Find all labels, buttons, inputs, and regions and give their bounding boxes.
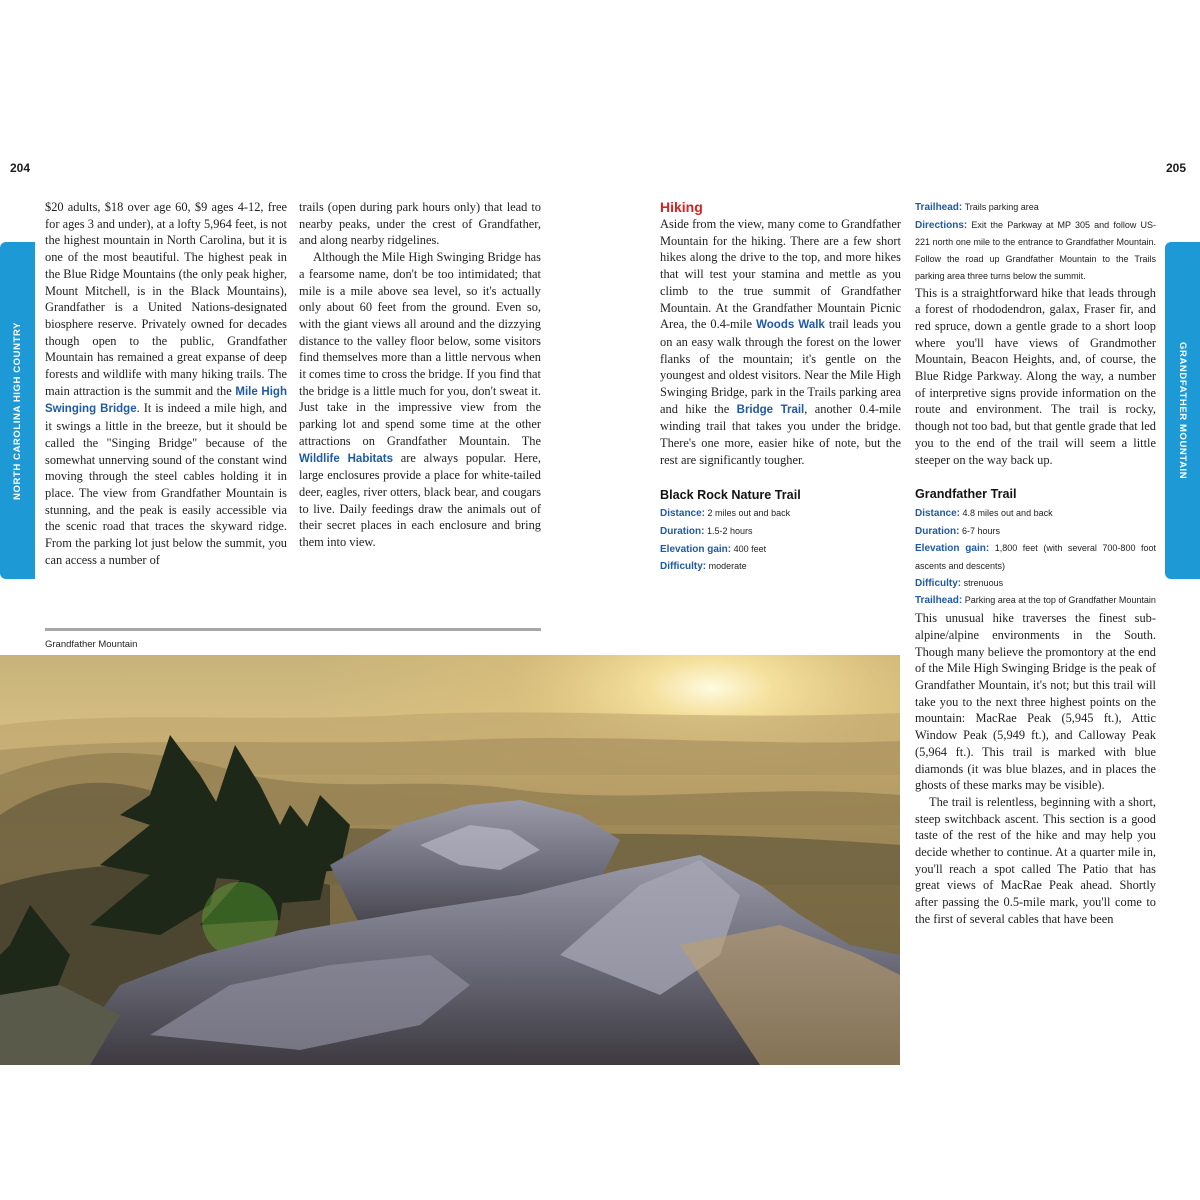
photo-caption: Grandfather Mountain	[45, 639, 138, 650]
info-value: 1,800 feet (with several 700-800 foot ascents and descents)	[915, 543, 1157, 572]
info-value: 4.8 miles out and back	[962, 507, 1053, 518]
info-value: strenuous	[963, 577, 1004, 588]
info-row	[660, 523, 901, 541]
info-key: Difficulty:	[915, 577, 962, 589]
highlight-mile-high-swinging-bridge: Mile High Swinging Bridge	[45, 385, 287, 416]
info-row	[915, 217, 1156, 285]
trail-info-black-rock	[660, 505, 901, 576]
info-key: Difficulty:	[660, 561, 707, 573]
info-row	[660, 505, 901, 523]
info-row	[915, 523, 1156, 541]
section-tab-right-label: GRANDFATHER MOUNTAIN	[1177, 341, 1188, 480]
info-key: Distance:	[915, 507, 961, 519]
text-run: are always popular. Here, large enclosures provide a place for white-tailed deer, eagles, river otters, black bear, and cougars to live. Daily feedings draw the animals out of their secret places in each enclosure and bring them into view.	[299, 450, 541, 550]
text-column-2	[299, 199, 541, 551]
text-column-1	[45, 199, 287, 568]
paragraph	[45, 199, 287, 568]
info-value: 6-7 hours	[961, 525, 1000, 536]
text-column-3	[660, 199, 901, 576]
highlight-bridge-trail: Bridge Trail	[736, 403, 805, 416]
paragraph: This is a straightforward hike that leads through a forest of rhododendron, galax, Fraser fir, and red spruce, down a gentle grade to a short loop where you'll have views of Grandmother Mountain, Beacon Heights, and, of course, the Blue Ridge Parkway. Along the way, a number of interpretive signs provide information on the route and environment. The trail is rocky, though not too bad, but that gentle grade that led you to the end of the trail will seem a little steeper on the way back up.	[915, 285, 1156, 467]
trail-info-grandfather	[915, 505, 1156, 610]
section-tab-left-label: NORTH CAROLINA HIGH COUNTRY	[12, 321, 23, 500]
trail-title-grandfather: Grandfather Trail	[915, 487, 1017, 502]
info-value: Exit the Parkway at MP 305 and follow US-221 north one mile to the entrance to Grandfather Mountain. Follow the road up Grandfather Mountain to the Trails parking area three turns below the summit.	[915, 219, 1156, 281]
info-key: Duration:	[660, 525, 705, 537]
info-key: Duration:	[915, 525, 960, 537]
text-run: trail leads you on an easy walk through the forest on the lower flanks of the mountain; it's gentle on the youngest and oldest visitors. Near the Mile High Swinging Bridge, park in the Trails parking area and hike the	[660, 317, 901, 416]
text-run: , another 0.4-mile winding trail that takes you under the bridge. There's one more, easier hike of note, but the rest are significantly tougher.	[660, 401, 901, 467]
paragraph: trails (open during park hours only) that lead to nearby peaks, under the crest of Grandfather, and along nearby ridgelines.	[299, 200, 541, 248]
highlight-wildlife-habitats: Wildlife Habitats	[299, 452, 394, 465]
paragraph	[299, 249, 541, 551]
info-row	[915, 575, 1156, 593]
section-tab-right	[1165, 242, 1200, 579]
info-value: Parking area at the top of Grandfather Mountain	[964, 595, 1156, 606]
page-number-left: 204	[10, 161, 31, 175]
highlight-woods-walk: Woods Walk	[756, 319, 825, 332]
info-row	[915, 505, 1156, 523]
info-row	[660, 541, 901, 559]
info-key: Trailhead:	[915, 595, 963, 607]
trail-title-black-rock: Black Rock Nature Trail	[660, 487, 801, 502]
info-value: Trails parking area	[964, 202, 1039, 212]
section-heading-hiking: Hiking	[660, 199, 703, 215]
info-key: Trailhead:	[915, 202, 963, 213]
info-row	[915, 540, 1156, 574]
info-row	[660, 558, 901, 576]
info-value: 400 feet	[733, 543, 767, 554]
info-key: Directions:	[915, 219, 968, 231]
info-row	[915, 592, 1156, 610]
landscape-image	[0, 655, 900, 1065]
info-value: moderate	[708, 561, 747, 572]
info-key: Elevation gain:	[915, 543, 990, 555]
info-value: 1.5-2 hours	[706, 525, 753, 536]
text-run: Aside from the view, many come to Grandfather Mountain for the hiking. There are a few short hikes along the drive to the top, and more hikes that will test your stamina and mettle as you climb to the true summit of Grandfather Mountain. At the Grandfather Mountain Picnic Area, the 0.4-mile	[660, 217, 901, 332]
text-run: . It is indeed a mile high, and it swings a little in the breeze, but it should be called the "Singing Bridge" because of the somewhat unnerving sound of the constant wind moving through the steel cables holding it in place. The view from Grandfather Mountain is stunning, and the peak is easily accessible via the scenic road that traces the skyward ridge. From the parking lot just below the summit, you can access a number of	[45, 401, 287, 567]
paragraph: The trail is relentless, beginning with a short, steep switchback ascent. This section is a good taste of the rest of the hike and may help you decide whether to continue. At a quarter mile in, you'll reach a spot called The Patio that has great views of MacRae Peak ahead. Shortly after passing the 0.5-mile mark, you'll come to the first of several cables that have been	[915, 794, 1156, 926]
paragraph: This unusual hike traverses the finest sub-alpine/alpine environments in the South. Though many believe the promontory at the end of the Mile High Swinging Bridge is the peak of Grandfather Mountain, it's not; but this trail will take you to the next three highest points on the mountain: MacRae Peak (5,945 ft.), Attic Window Peak (5,949 ft.), and Calloway Peak (5,964 ft.). This trail is marked with blue diamonds (it was blue blazes, and in places the ghosts of these marks may be visible).	[915, 611, 1156, 793]
text-run: $20 adults, $18 over age 60, $9 ages 4-12, free for ages 3 and under), at a lofty 5,964 feet, is not the highest mountain in North Carolina, but it is one of the most beautiful. The highest peak in the Blue Ridge Mountains (the only peak higher, Mount Mitchell, is in the Black Mountains), Grandfather is a United Nations-designated biosphere reserve. Privately owned for decades though open to the public, Grandfather Mountain has remained a great expanse of deep forests and wildlife with many hiking trails. The main attraction is the summit and the	[45, 200, 287, 398]
info-value: 2 miles out and back	[707, 508, 791, 519]
section-tab-left	[0, 242, 35, 579]
info-row	[915, 199, 1156, 217]
page-number-right: 205	[1166, 161, 1187, 175]
grandfather-mountain-photo	[0, 655, 900, 1065]
text-run: Although the Mile High Swinging Bridge has a fearsome name, don't be too intimidated; that mile is a mile above sea level, so it's actually only about 60 feet from the ground. Even so, with the giant views all around and the dizzying distance to the valley floor below, some visitors find themselves more than a little nervous when it comes time to cross the bridge. If you find that the bridge is a little much for you, don't sweat it. Just take in the impressive view from the parking lot and spend some time at the other attractions on Grandfather Mountain. The	[299, 250, 541, 448]
info-key: Elevation gain:	[660, 543, 732, 555]
caption-rule	[45, 628, 541, 631]
paragraph	[660, 216, 901, 469]
trail-info-black-rock-trailhead	[915, 199, 1156, 285]
info-key: Distance:	[660, 508, 706, 520]
text-column-4	[915, 199, 1156, 928]
